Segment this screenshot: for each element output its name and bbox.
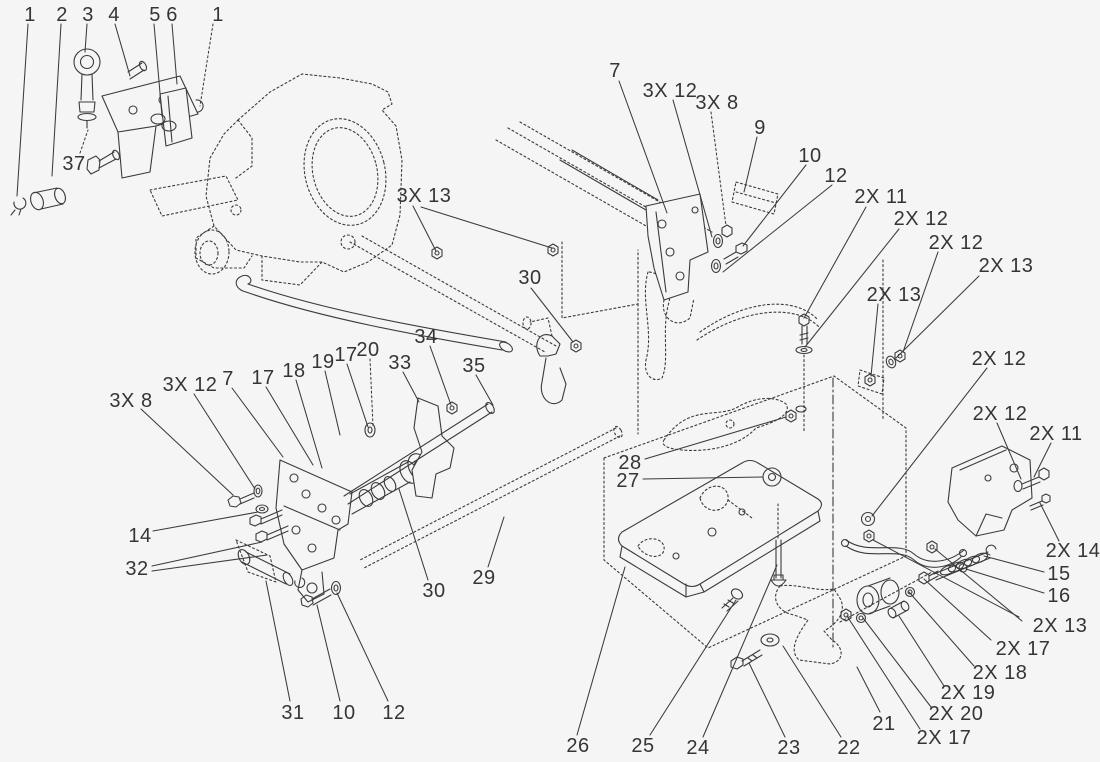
leader-line xyxy=(194,394,255,489)
leader-line xyxy=(476,375,493,405)
callout-label-7: 7 xyxy=(222,368,234,390)
leader-line xyxy=(413,206,436,251)
leader-line xyxy=(899,616,944,686)
leader-line xyxy=(804,207,866,318)
callout-label-21: 21 xyxy=(872,713,896,735)
callout-label-2x-17: 2X 17 xyxy=(916,727,972,749)
leader-line xyxy=(296,380,322,468)
callout-label-2x-13: 2X 13 xyxy=(1032,615,1088,637)
leader-line xyxy=(141,409,233,495)
leader-line xyxy=(577,567,625,735)
callout-label-25: 25 xyxy=(631,735,655,757)
callout-label-3: 3 xyxy=(82,4,94,26)
leader-line xyxy=(266,387,313,465)
callout-label-37: 37 xyxy=(62,153,86,175)
callout-label-2x-19: 2X 19 xyxy=(940,682,996,704)
leader-line xyxy=(317,605,340,701)
leader-line xyxy=(325,371,340,435)
leader-line xyxy=(783,646,841,737)
front-hitch-assembly xyxy=(11,49,203,215)
callout-label-28: 28 xyxy=(618,452,642,474)
callout-label-14: 14 xyxy=(128,525,152,547)
leader-line xyxy=(935,549,1022,621)
leader-line xyxy=(370,359,373,426)
callout-label-15: 15 xyxy=(1047,563,1071,585)
callout-label-18: 18 xyxy=(282,360,306,382)
right-pivot-bracket-assembly xyxy=(646,182,778,323)
callout-label-22: 22 xyxy=(837,737,861,759)
leader-line xyxy=(153,512,258,531)
rail-nuts xyxy=(432,244,558,259)
leader-line xyxy=(80,130,88,153)
callout-label-2x-13: 2X 13 xyxy=(978,255,1034,277)
callout-label-1: 1 xyxy=(24,4,36,26)
callout-label-9: 9 xyxy=(754,117,766,139)
callout-label-32: 32 xyxy=(125,558,149,580)
callout-label-2x-17: 2X 17 xyxy=(995,638,1051,660)
pedal-assembly xyxy=(776,540,967,665)
leader-line xyxy=(984,556,1044,572)
callout-label-3x-12: 3X 12 xyxy=(162,374,218,396)
callout-label-6: 6 xyxy=(166,4,178,26)
callout-label-12: 12 xyxy=(824,165,848,187)
callout-label-17: 17 xyxy=(334,344,358,366)
leader-line xyxy=(403,372,419,402)
callout-label-27: 27 xyxy=(616,470,640,492)
leader-line xyxy=(152,555,267,571)
leader-line xyxy=(711,112,726,226)
callout-label-2x-12: 2X 12 xyxy=(893,208,949,230)
leader-line xyxy=(337,593,388,701)
callout-label-3x-8: 3X 8 xyxy=(109,390,153,412)
callout-label-2x-12: 2X 12 xyxy=(972,403,1028,425)
leader-line xyxy=(650,600,736,735)
callout-label-29: 29 xyxy=(472,567,496,589)
callout-label-2x-12: 2X 12 xyxy=(928,232,984,254)
leader-line xyxy=(909,592,974,666)
callout-label-5: 5 xyxy=(149,4,161,26)
leader-line xyxy=(347,364,368,427)
left-pivot-bracket-assembly xyxy=(228,398,624,607)
callout-label-2x-20: 2X 20 xyxy=(928,703,984,725)
leader-line xyxy=(966,569,1044,593)
callout-label-7: 7 xyxy=(609,60,621,82)
leader-line xyxy=(399,489,428,580)
callout-label-2x-11: 2X 11 xyxy=(1029,423,1083,445)
callout-label-3x-12: 3X 12 xyxy=(642,80,698,102)
callout-label-24: 24 xyxy=(686,737,710,759)
leader-line xyxy=(1040,503,1059,541)
leader-line xyxy=(749,663,785,737)
leader-line xyxy=(488,517,504,567)
callout-label-26: 26 xyxy=(566,735,590,757)
leader-line xyxy=(645,417,786,459)
callout-label-10: 10 xyxy=(332,702,356,724)
leader-line xyxy=(421,207,552,248)
leader-line xyxy=(924,579,991,640)
callout-label-19: 19 xyxy=(311,351,335,373)
leader-line xyxy=(871,304,878,376)
leader-line xyxy=(152,542,262,566)
leader-line xyxy=(17,24,28,196)
callout-label-10: 10 xyxy=(798,145,822,167)
callout-label-20: 20 xyxy=(356,339,380,361)
callout-label-33: 33 xyxy=(388,352,412,374)
control-plate-assembly xyxy=(619,406,822,669)
side-plate-assembly xyxy=(948,446,1050,536)
callout-label-16: 16 xyxy=(1047,585,1071,607)
callout-label-23: 23 xyxy=(777,737,801,759)
leader-line xyxy=(743,165,806,246)
leader-line xyxy=(744,137,757,192)
callout-label-2x-13: 2X 13 xyxy=(866,284,922,306)
callout-label-2x-11: 2X 11 xyxy=(854,186,908,208)
callout-label-2x-18: 2X 18 xyxy=(972,662,1028,684)
leader-line xyxy=(172,24,177,84)
callout-label-3x-13: 3X 13 xyxy=(396,185,452,207)
leader-line xyxy=(266,581,290,701)
callout-label-2x-12: 2X 12 xyxy=(971,348,1027,370)
callout-label-2: 2 xyxy=(56,4,68,26)
callout-label-12: 12 xyxy=(382,702,406,724)
leader-line xyxy=(232,388,283,457)
upper-lever-fasteners xyxy=(796,314,905,432)
leader-line xyxy=(52,24,61,176)
callout-label-3x-8: 3X 8 xyxy=(695,92,739,114)
leader-line xyxy=(430,346,451,405)
callout-label-31: 31 xyxy=(281,702,305,724)
callout-label-2x-14: 2X 14 xyxy=(1045,540,1100,562)
side-fastener-cluster xyxy=(862,513,938,554)
console-frame xyxy=(562,242,906,648)
callout-label-1: 1 xyxy=(212,4,224,26)
latch-hook xyxy=(523,317,581,404)
callout-label-30: 30 xyxy=(518,267,542,289)
callout-label-35: 35 xyxy=(462,355,486,377)
leader-line xyxy=(200,24,213,106)
leader-line xyxy=(857,667,880,712)
callout-label-34: 34 xyxy=(414,326,438,348)
control-cables xyxy=(236,150,658,354)
callout-label-30: 30 xyxy=(422,580,446,602)
callout-label-4: 4 xyxy=(108,4,120,26)
leader-line xyxy=(85,24,87,52)
callout-label-17: 17 xyxy=(251,367,275,389)
leader-line xyxy=(115,24,130,76)
